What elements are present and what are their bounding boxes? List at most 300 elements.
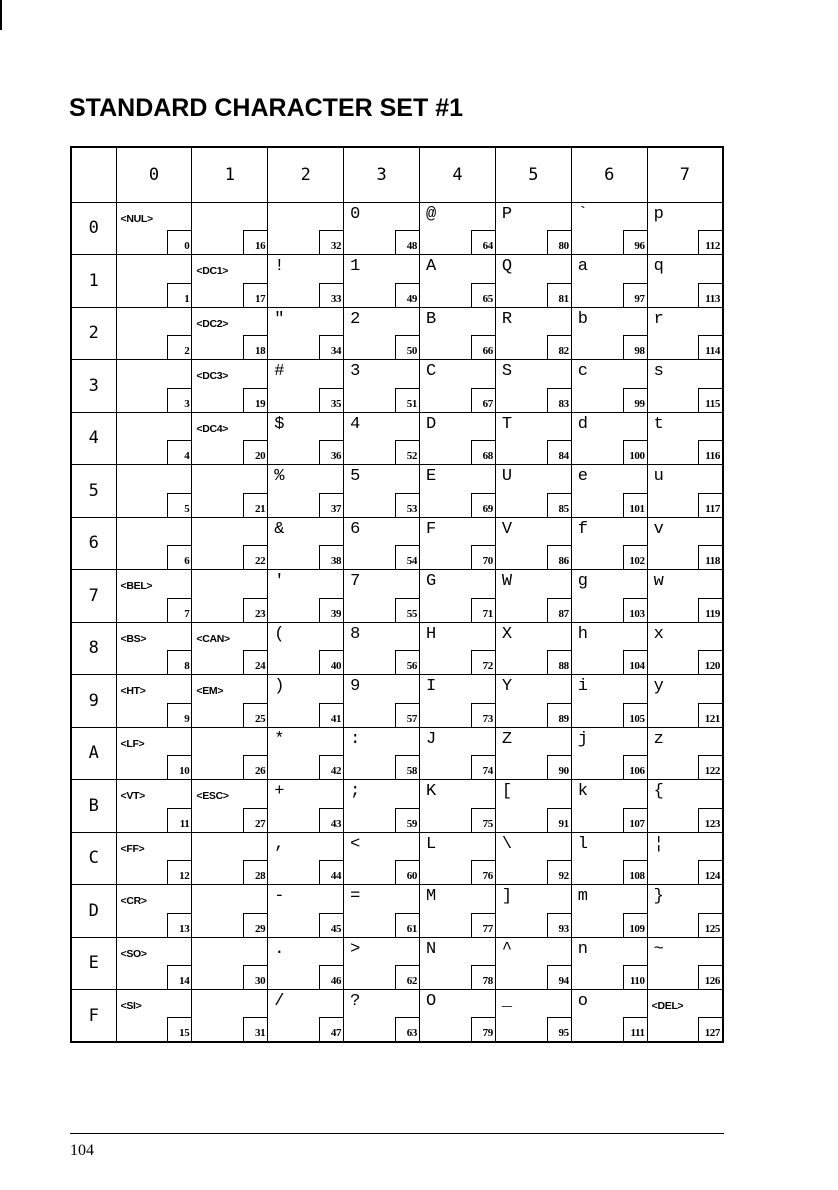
decimal-code-box: 32 [319, 230, 343, 254]
decimal-code-box: 55 [395, 598, 419, 622]
char-cell [495, 307, 571, 360]
character-glyph: M [426, 887, 437, 906]
decimal-code-box: 121 [698, 703, 722, 727]
decimal-code-box: 93 [547, 913, 571, 937]
char-cell [495, 622, 571, 675]
char-cell [344, 990, 420, 1043]
decimal-code-box: 54 [395, 545, 419, 569]
character-glyph: _ [501, 992, 513, 1011]
column-header-7: 7 [647, 147, 723, 202]
decimal-code-box: 59 [395, 808, 419, 832]
row-header-C: C [71, 832, 116, 885]
row-header-B: B [71, 780, 116, 833]
character-glyph: V [501, 519, 513, 539]
character-glyph: C [426, 362, 437, 381]
decimal-code-box: 4 [167, 440, 191, 464]
char-cell [344, 675, 420, 728]
char-cell [268, 780, 344, 833]
character-glyph: 4 [350, 414, 361, 434]
decimal-code-box: 108 [623, 860, 647, 884]
table-row [71, 727, 723, 780]
char-cell [420, 465, 496, 518]
char-cell [495, 202, 571, 255]
character-glyph: o [577, 992, 588, 1011]
character-glyph: w [653, 572, 664, 591]
character-glyph: L [426, 834, 437, 854]
char-cell [268, 202, 344, 255]
decimal-code-box: 31 [243, 1017, 267, 1041]
character-glyph: 0 [350, 204, 361, 224]
decimal-code-box: 25 [243, 703, 267, 727]
character-glyph: m [577, 887, 588, 906]
character-glyph: = [350, 887, 361, 906]
decimal-code-box: 24 [243, 650, 267, 674]
character-glyph: Z [501, 729, 513, 749]
char-cell [344, 465, 420, 518]
char-cell [192, 675, 268, 728]
column-header-6: 6 [571, 147, 647, 202]
decimal-code-box: 83 [547, 388, 571, 412]
char-cell [647, 202, 723, 255]
char-cell [116, 885, 192, 938]
char-cell [116, 727, 192, 780]
decimal-code-box: 97 [623, 283, 647, 307]
character-glyph: { [653, 782, 664, 801]
char-cell [647, 465, 723, 518]
control-code-label: <CR> [120, 895, 147, 907]
character-glyph: P [501, 204, 513, 224]
char-cell [116, 255, 192, 308]
row-header-8: 8 [71, 622, 116, 675]
decimal-code-box: 74 [471, 755, 495, 779]
char-cell [116, 570, 192, 623]
character-glyph: U [501, 467, 513, 486]
page-number: 104 [70, 1142, 94, 1159]
decimal-code-box: 38 [319, 545, 343, 569]
control-code-label: <BS> [120, 632, 147, 645]
char-cell [420, 570, 496, 623]
table-row [71, 517, 723, 570]
char-cell [116, 990, 192, 1043]
char-cell [344, 202, 420, 255]
char-cell [571, 570, 647, 623]
decimal-code-box: 79 [471, 1017, 495, 1041]
char-cell [647, 832, 723, 885]
character-glyph: u [653, 467, 664, 486]
decimal-code-box: 36 [319, 440, 343, 464]
decimal-code-box: 95 [547, 1017, 571, 1041]
decimal-code-box: 57 [395, 703, 419, 727]
decimal-code-box: 33 [319, 283, 343, 307]
char-cell [647, 570, 723, 623]
char-cell [495, 937, 571, 990]
row-header-2: 2 [71, 307, 116, 360]
character-set-table [70, 146, 724, 1043]
decimal-code-box: 66 [471, 335, 495, 359]
decimal-code-box: 47 [319, 1017, 343, 1041]
decimal-code-box: 39 [319, 598, 343, 622]
decimal-code-box: 120 [698, 650, 722, 674]
char-cell [571, 832, 647, 885]
character-glyph: # [274, 362, 285, 381]
decimal-code-box: 103 [623, 598, 647, 622]
decimal-code-box: 51 [395, 388, 419, 412]
char-cell [344, 517, 420, 570]
control-code-label: <ESC> [196, 790, 229, 802]
decimal-code-box: 22 [243, 545, 267, 569]
table-row [71, 832, 723, 885]
control-code-label: <FF> [120, 842, 145, 855]
character-glyph: @ [426, 204, 437, 224]
table-row [71, 360, 723, 413]
character-glyph: g [577, 572, 588, 591]
decimal-code-box: 116 [698, 440, 722, 464]
char-cell [647, 990, 723, 1043]
character-glyph: X [501, 624, 513, 644]
decimal-code-box: 35 [319, 388, 343, 412]
character-glyph: 6 [350, 519, 361, 539]
char-cell [647, 937, 723, 990]
char-cell [571, 465, 647, 518]
decimal-code-box: 49 [395, 283, 419, 307]
char-cell [268, 570, 344, 623]
decimal-code-box: 41 [319, 703, 343, 727]
decimal-code-box: 26 [243, 755, 267, 779]
decimal-code-box: 69 [471, 493, 495, 517]
table-row [71, 622, 723, 675]
column-header-2: 2 [268, 147, 344, 202]
control-code-label: <SI> [120, 1000, 142, 1012]
char-cell [571, 360, 647, 413]
decimal-code-box: 45 [319, 913, 343, 937]
character-glyph: D [426, 414, 437, 434]
char-cell [495, 990, 571, 1043]
char-cell [116, 832, 192, 885]
decimal-code-box: 34 [319, 335, 343, 359]
character-glyph: " [274, 309, 285, 329]
char-cell [571, 412, 647, 465]
char-cell [647, 360, 723, 413]
decimal-code-box: 5 [167, 493, 191, 517]
row-header-6: 6 [71, 517, 116, 570]
character-glyph: y [653, 677, 664, 696]
character-glyph: Y [501, 677, 513, 696]
character-glyph: ¦ [653, 834, 664, 854]
decimal-code-box: 65 [471, 283, 495, 307]
decimal-code-box: 0 [167, 230, 191, 254]
char-cell [344, 570, 420, 623]
char-cell [420, 412, 496, 465]
char-cell [268, 937, 344, 990]
decimal-code-box: 21 [243, 493, 267, 517]
margin-mark [0, 0, 2, 30]
char-cell [420, 202, 496, 255]
decimal-code-box: 77 [471, 913, 495, 937]
char-cell [420, 780, 496, 833]
row-header-D: D [71, 885, 116, 938]
char-cell [192, 937, 268, 990]
decimal-code-box: 30 [243, 965, 267, 989]
decimal-code-box: 71 [471, 598, 495, 622]
character-glyph: z [653, 729, 664, 749]
char-cell [647, 780, 723, 833]
char-cell [192, 517, 268, 570]
decimal-code-box: 115 [698, 388, 722, 412]
decimal-code-box: 13 [167, 913, 191, 937]
char-cell [647, 885, 723, 938]
footer-rule [70, 1133, 724, 1134]
char-cell [192, 202, 268, 255]
character-glyph: r [653, 309, 664, 329]
char-cell [420, 990, 496, 1043]
character-glyph: ~ [653, 939, 664, 959]
character-glyph: i [577, 677, 588, 696]
row-header-9: 9 [71, 675, 116, 728]
character-glyph: v [653, 519, 664, 539]
character-glyph: ; [350, 782, 361, 801]
character-glyph: N [426, 939, 437, 959]
character-glyph: < [350, 834, 361, 854]
character-glyph: : [350, 729, 361, 749]
character-glyph: \ [501, 834, 513, 854]
character-glyph: Q [501, 257, 513, 276]
char-cell [344, 832, 420, 885]
char-cell [192, 832, 268, 885]
decimal-code-box: 123 [698, 808, 722, 832]
char-cell [192, 622, 268, 675]
decimal-code-box: 42 [319, 755, 343, 779]
char-cell [192, 885, 268, 938]
character-glyph: ? [350, 992, 361, 1011]
column-header-1: 1 [192, 147, 268, 202]
decimal-code-box: 64 [471, 230, 495, 254]
decimal-code-box: 67 [471, 388, 495, 412]
decimal-code-box: 101 [623, 493, 647, 517]
page-title: STANDARD CHARACTER SET #1 [69, 94, 464, 122]
decimal-code-box: 11 [167, 808, 191, 832]
table-row [71, 412, 723, 465]
char-cell [116, 412, 192, 465]
table-row [71, 570, 723, 623]
character-glyph: 8 [350, 624, 361, 644]
decimal-code-box: 72 [471, 650, 495, 674]
character-glyph: l [577, 834, 588, 854]
row-header-A: A [71, 727, 116, 780]
char-cell [344, 255, 420, 308]
table-row [71, 307, 723, 360]
control-code-label: <EM> [196, 685, 224, 697]
decimal-code-box: 105 [623, 703, 647, 727]
control-code-label: <NUL> [120, 212, 153, 225]
decimal-code-box: 40 [319, 650, 343, 674]
decimal-code-box: 76 [471, 860, 495, 884]
decimal-code-box: 87 [547, 598, 571, 622]
control-code-label: <SO> [120, 947, 147, 960]
decimal-code-box: 60 [395, 860, 419, 884]
char-cell [268, 255, 344, 308]
table-row [71, 885, 723, 938]
character-glyph: t [653, 414, 664, 434]
decimal-code-box: 94 [547, 965, 571, 989]
decimal-code-box: 37 [319, 493, 343, 517]
char-cell [192, 412, 268, 465]
character-glyph: c [577, 362, 588, 381]
char-cell [192, 307, 268, 360]
char-cell [192, 465, 268, 518]
char-cell [495, 675, 571, 728]
char-cell [420, 727, 496, 780]
character-glyph: W [501, 572, 513, 591]
control-code-label: <CAN> [196, 632, 230, 645]
decimal-code-box: 122 [698, 755, 722, 779]
decimal-code-box: 100 [623, 440, 647, 464]
control-code-label: <BEL> [120, 580, 153, 592]
char-cell [420, 517, 496, 570]
decimal-code-box: 102 [623, 545, 647, 569]
control-code-label: <HT> [120, 685, 146, 697]
char-cell [495, 832, 571, 885]
character-glyph: % [274, 467, 285, 486]
decimal-code-box: 117 [698, 493, 722, 517]
character-glyph: > [350, 939, 361, 959]
decimal-code-box: 73 [471, 703, 495, 727]
table-row [71, 202, 723, 255]
column-header-4: 4 [420, 147, 496, 202]
char-cell [495, 255, 571, 308]
column-header-5: 5 [495, 147, 571, 202]
char-cell [647, 727, 723, 780]
char-cell [268, 412, 344, 465]
character-glyph: ' [274, 572, 285, 591]
char-cell [344, 937, 420, 990]
char-cell [116, 675, 192, 728]
row-header-3: 3 [71, 360, 116, 413]
table-row [71, 255, 723, 308]
decimal-code-box: 114 [698, 335, 722, 359]
char-cell [192, 990, 268, 1043]
character-glyph: S [501, 362, 513, 381]
row-header-0: 0 [71, 202, 116, 255]
decimal-code-box: 8 [167, 650, 191, 674]
char-cell [647, 307, 723, 360]
decimal-code-box: 81 [547, 283, 571, 307]
character-glyph: A [426, 257, 437, 276]
char-cell [571, 622, 647, 675]
decimal-code-box: 119 [698, 598, 722, 622]
decimal-code-box: 104 [623, 650, 647, 674]
character-glyph: ] [501, 887, 513, 906]
table-row [71, 780, 723, 833]
decimal-code-box: 107 [623, 808, 647, 832]
char-cell [116, 465, 192, 518]
decimal-code-box: 85 [547, 493, 571, 517]
decimal-code-box: 1 [167, 283, 191, 307]
char-cell [571, 990, 647, 1043]
char-cell [571, 885, 647, 938]
char-cell [344, 412, 420, 465]
decimal-code-box: 86 [547, 545, 571, 569]
row-header-5: 5 [71, 465, 116, 518]
character-glyph: 3 [350, 362, 361, 381]
char-cell [116, 517, 192, 570]
decimal-code-box: 92 [547, 860, 571, 884]
character-glyph: [ [501, 782, 513, 801]
char-cell [647, 517, 723, 570]
char-cell [116, 622, 192, 675]
character-glyph: x [653, 624, 664, 644]
decimal-code-box: 29 [243, 913, 267, 937]
decimal-code-box: 23 [243, 598, 267, 622]
char-cell [192, 360, 268, 413]
character-glyph: ( [274, 624, 285, 644]
decimal-code-box: 7 [167, 598, 191, 622]
decimal-code-box: 28 [243, 860, 267, 884]
row-header-F: F [71, 990, 116, 1043]
char-cell [268, 307, 344, 360]
character-glyph: ` [577, 204, 588, 224]
char-cell [192, 570, 268, 623]
row-header-E: E [71, 937, 116, 990]
char-cell [495, 465, 571, 518]
character-glyph: E [426, 467, 437, 486]
char-cell [268, 832, 344, 885]
decimal-code-box: 70 [471, 545, 495, 569]
char-cell [495, 727, 571, 780]
decimal-code-box: 61 [395, 913, 419, 937]
control-code-label: <LF> [120, 737, 145, 750]
char-cell [647, 412, 723, 465]
column-header-0: 0 [116, 147, 192, 202]
char-cell [344, 360, 420, 413]
char-cell [420, 675, 496, 728]
character-glyph: . [274, 939, 285, 959]
decimal-code-box: 78 [471, 965, 495, 989]
control-code-label: <VT> [120, 790, 145, 802]
decimal-code-box: 106 [623, 755, 647, 779]
character-glyph: H [426, 624, 437, 644]
character-table-body [71, 147, 723, 1042]
char-cell [116, 307, 192, 360]
character-glyph: O [426, 992, 437, 1011]
char-cell [344, 622, 420, 675]
character-glyph: B [426, 309, 437, 329]
char-cell [571, 517, 647, 570]
row-header-4: 4 [71, 412, 116, 465]
character-glyph: G [426, 572, 437, 591]
char-cell [647, 622, 723, 675]
decimal-code-box: 127 [698, 1017, 722, 1041]
character-glyph: - [274, 887, 285, 906]
character-glyph: F [426, 519, 437, 539]
character-glyph: j [577, 729, 588, 749]
character-glyph: / [274, 992, 285, 1011]
character-glyph: J [426, 729, 437, 749]
char-cell [344, 307, 420, 360]
character-glyph: I [426, 677, 437, 696]
char-cell [344, 780, 420, 833]
char-cell [268, 622, 344, 675]
char-cell [647, 255, 723, 308]
character-glyph: b [577, 309, 588, 329]
character-glyph: s [653, 362, 664, 381]
character-glyph: ) [274, 677, 285, 696]
decimal-code-box: 16 [243, 230, 267, 254]
char-cell [268, 360, 344, 413]
character-glyph: * [274, 729, 285, 749]
decimal-code-box: 96 [623, 230, 647, 254]
character-glyph: 1 [350, 257, 361, 276]
decimal-code-box: 53 [395, 493, 419, 517]
